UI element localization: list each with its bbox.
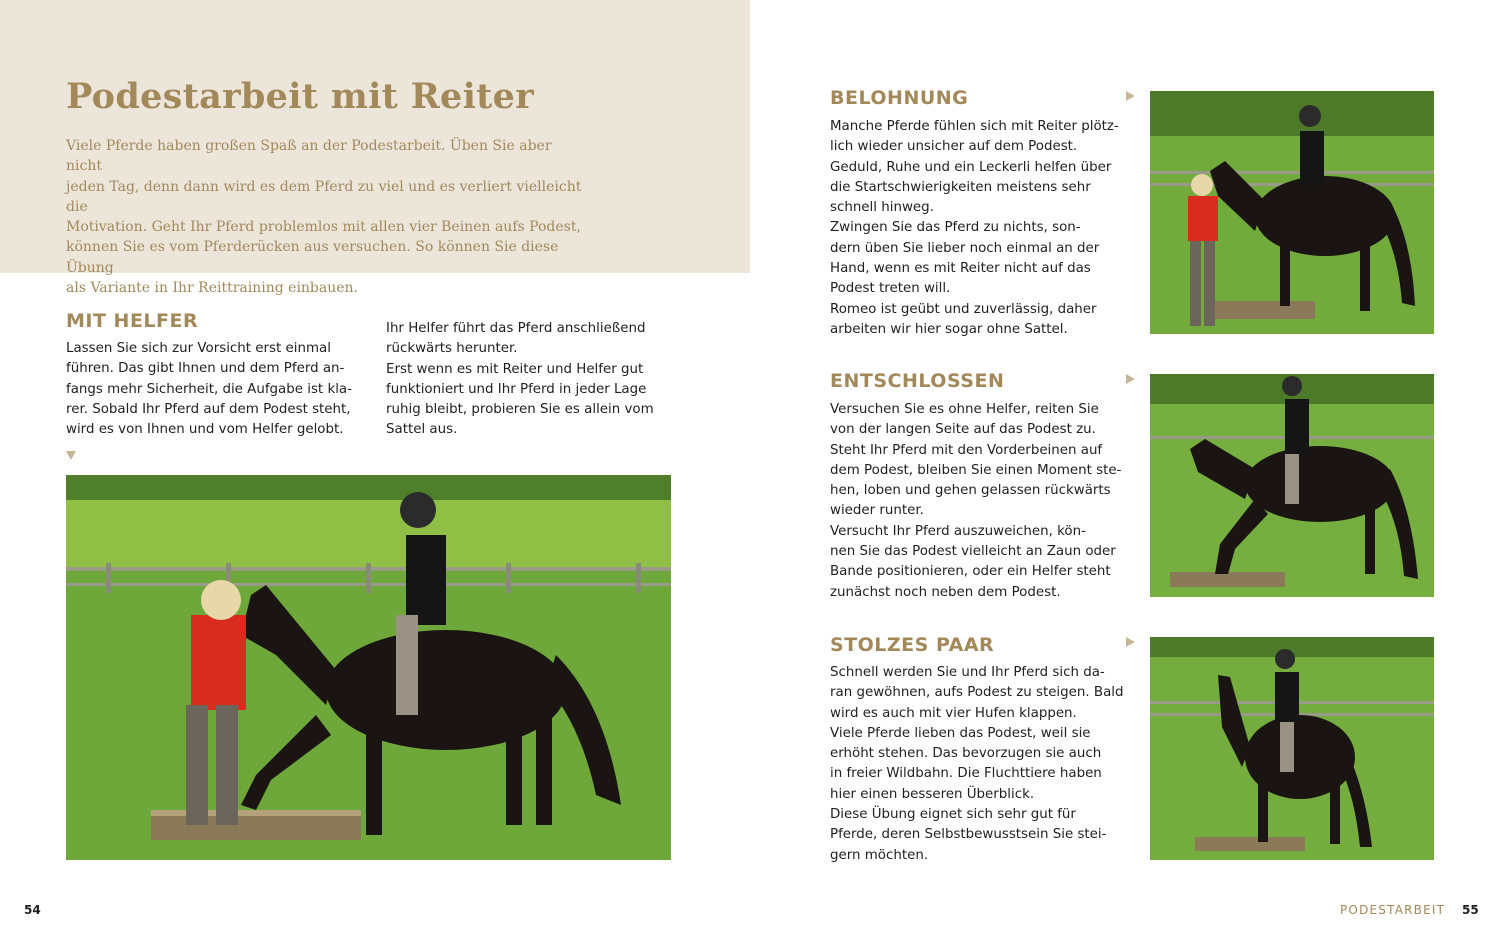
section-heading-mit-helfer: MIT HELFER [66, 310, 199, 332]
body-column-2: Ihr Helfer führt das Pferd anschließend rückwärts herunter. Erst wenn es mit Reiter und Helfer gut funktioniert und Ihr Pferd in jeder Lage ruhig bleibt, probieren Sie es allein vom Sattel aus. [386, 321, 654, 438]
page-number-left: 54 [24, 903, 41, 917]
section-heading-stolzes-paar: STOLZES PAAR [830, 634, 995, 656]
section-heading-belohnung: BELOHNUNG [830, 87, 969, 109]
section-text-stolzes-paar: Schnell werden Sie und Ihr Pferd sich da- ran gewöhnen, aufs Podest zu steigen. Bald wird es auch mit vier Hufen klappen. Viele Pferde lieben das Podest, weil sie erhöht stehen. Das bevorzugen sie auch in freier Wildbahn. Die Fluchttiere haben hier einen besseren Überblick. Diese Übung eignet sich sehr gut für Pferde, deren Selbstbewusstsein Sie stei- gern möchten. [830, 665, 1124, 863]
page-number-right: 55 [1462, 903, 1479, 917]
section-heading-entschlossen: ENTSCHLOSSEN [830, 370, 1005, 392]
photo-belohnung [1150, 91, 1434, 334]
triangle-right-icon [1126, 374, 1135, 384]
running-head: PODESTARBEIT [1340, 903, 1446, 917]
intro-text: Viele Pferde haben großen Spaß an der Podestarbeit. Üben Sie aber nicht jeden Tag, denn dann wird es dem Pferd zu viel und es verliert vielleicht die Motivation. Geht Ihr Pferd problemlos mit allen vier Beinen aufs Podest, können Sie es vom Pferderücken aus versuchen. So können Sie diese Übung als Variante in Ihr Reittraining einbauen. [66, 138, 582, 297]
body-column-1: Lassen Sie sich zur Vorsicht erst einmal führen. Das gibt Ihnen und dem Pferd an- fangs mehr Sicherheit, die Aufgabe ist kla- rer. Sobald Ihr Pferd auf dem Podest steht, wird es von Ihnen und vom Helfer gelobt. [66, 341, 352, 438]
section-text-belohnung: Manche Pferde fühlen sich mit Reiter plötz- lich wieder unsicher auf dem Podest. Geduld, Ruhe und ein Leckerli helfen über die Startschwierigkeiten meistens sehr schnell hinweg. Zwingen Sie das Pferd zu nichts, son- dern üben Sie lieber noch einmal an der Hand, wenn es mit Reiter nicht auf das Podest treten will. Romeo ist geübt und zuverlässig, daher arbeiten wir hier sogar ohne Sattel. [830, 119, 1119, 337]
photo-stolzes-paar-illustration [1150, 637, 1434, 860]
page-title: Podestarbeit mit Reiter [66, 76, 534, 117]
triangle-right-icon [1126, 91, 1135, 101]
photo-entschlossen-illustration [1150, 374, 1434, 597]
photo-helper-leading-horse [66, 475, 671, 860]
photo-helper-illustration [66, 475, 671, 860]
section-text-entschlossen: Versuchen Sie es ohne Helfer, reiten Sie von der langen Seite auf das Podest zu. Steht Ihr Pferd mit den Vorderbeinen auf dem Podest, bleiben Sie einen Moment ste- hen, loben und gehen gelassen rückwärts wieder runter. Versucht Ihr Pferd auszuweichen, kön- nen Sie das Podest vielleicht an Zaun oder Bande positionieren, oder ein Helfer steht zunächst noch neben dem Podest. [830, 402, 1122, 600]
photo-stolzes-paar [1150, 637, 1434, 860]
photo-entschlossen [1150, 374, 1434, 597]
triangle-down-icon [66, 451, 76, 460]
triangle-right-icon [1126, 637, 1135, 647]
photo-belohnung-illustration [1150, 91, 1434, 334]
